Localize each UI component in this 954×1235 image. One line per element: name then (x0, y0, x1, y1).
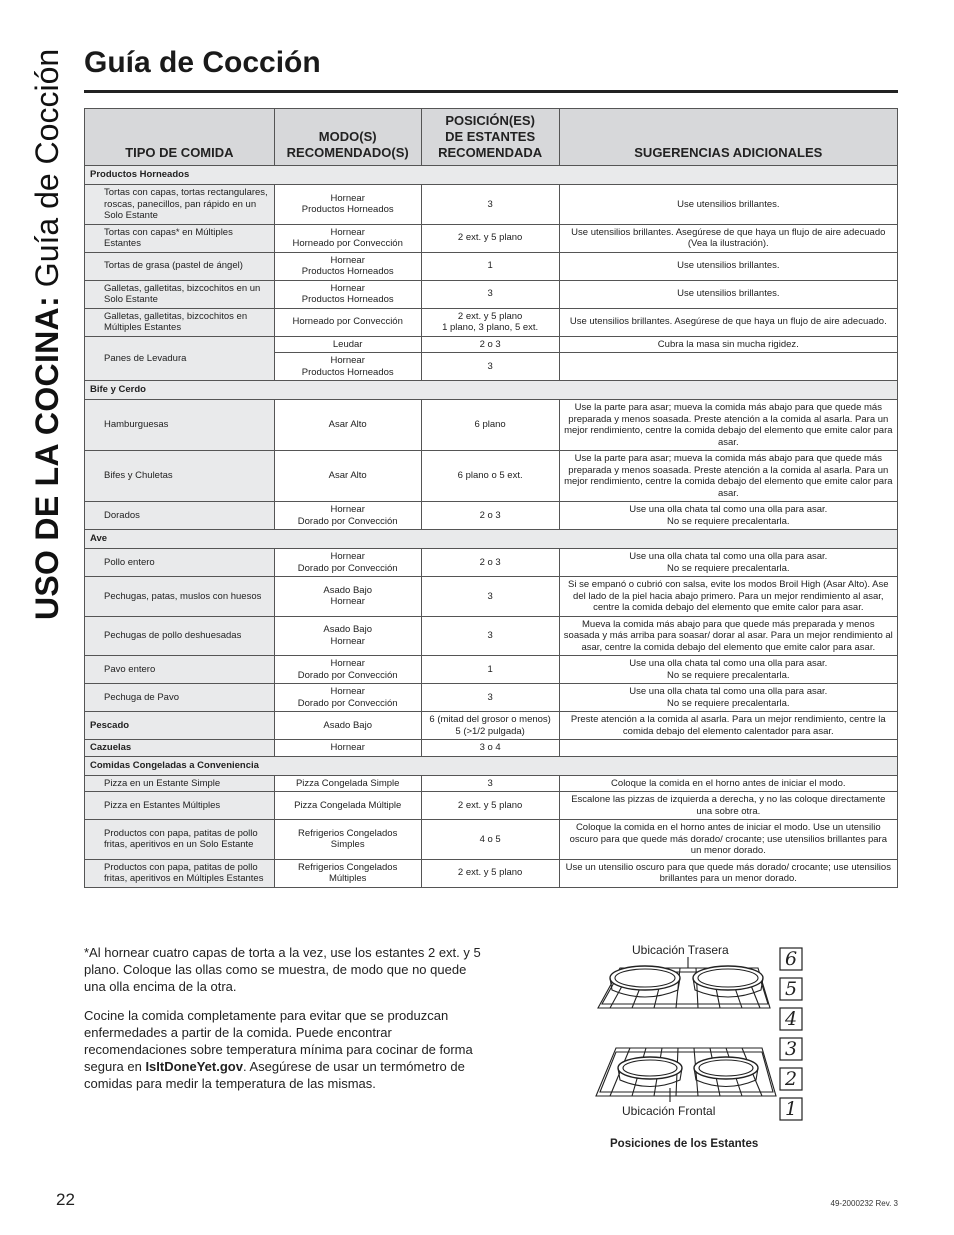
tips-cell: Use un utensilio oscuro para que quede más dorado/ crocante; use utensilios brillantes para un menor dorado. (559, 859, 897, 887)
tips-cell: Escalone las pizzas de izquierda a derecha, y no las coloque directamente una sobre otra. (559, 792, 897, 820)
rack-cell: 2 o 3 (421, 549, 559, 577)
mode-cell: Refrigerios Congelados Simples (274, 820, 421, 860)
table-row (85, 451, 898, 502)
rack-number: 1 (784, 1098, 798, 1120)
food-cell: Pechugas, patas, muslos con huesos (85, 577, 275, 617)
table-row (85, 740, 898, 757)
table-row (85, 577, 898, 617)
section-label: Comidas Congeladas a Conveniencia (85, 756, 898, 775)
rack-cell: 2 ext. y 5 plano (421, 859, 559, 887)
rack-number: 6 (784, 948, 798, 970)
section-row (85, 381, 898, 400)
food-cell: Bifes y Chuletas (85, 451, 275, 502)
section-row (85, 530, 898, 549)
tips-cell: Use la parte para asar; mueva la comida más abajo para que quede más preparada y menos soasada. Preste atención a la comida al asarla. Para un mejor rendimiento, centre la comida debajo del elemento que emite calor para asar. (559, 451, 897, 502)
mode-cell: Asar Alto (274, 400, 421, 451)
rack-cell: 6 plano (421, 400, 559, 451)
tips-cell: Use utensilios brillantes. (559, 185, 897, 225)
food-cell: Pizza en Estantes Múltiples (85, 792, 275, 820)
mode-cell: Hornear Productos Horneados (274, 280, 421, 308)
rack-cell: 3 o 4 (421, 740, 559, 757)
side-title-bold: USO DE LA COCINA: (29, 296, 65, 620)
rack-positions-diagram (590, 938, 805, 1160)
mode-cell: Hornear Dorado por Convección (274, 684, 421, 712)
rack-cell: 3 (421, 280, 559, 308)
footnote-text-start: Cocine la comida completamente para evitar que se produzcan enfermedades a partir de la comida. Puede encontrar recomendaciones sobre temperatura mínima para cocinar de forma segura en (84, 1008, 473, 1074)
footnote-food-safety (84, 1007, 484, 1092)
rack-number: 2 (784, 1068, 798, 1090)
food-cell: Productos con papa, patitas de pollo fritas, aperitivos en Múltiples Estantes (85, 859, 275, 887)
mode-cell: Horneado por Convección (274, 308, 421, 336)
table-row (85, 185, 898, 225)
mode-cell: Hornear Dorado por Convección (274, 502, 421, 530)
table-row (85, 859, 898, 887)
page-number: 22 (56, 1190, 75, 1209)
mode-cell: Hornear Productos Horneados (274, 185, 421, 225)
table-row (85, 252, 898, 280)
tips-cell: Si se empanó o cubrió con salsa, evite los modos Broil High (Asar Alto). Ase del lado de la piel hacia abajo primero. Para un mejor rendimiento al asar, centre la comida debajo del elemento que emite calor para asar. (559, 577, 897, 617)
rack-cell: 4 o 5 (421, 820, 559, 860)
document-code: 49-2000232 Rev. 3 (830, 1199, 898, 1208)
table-row (85, 820, 898, 860)
footnotes (84, 944, 484, 1104)
column-header: SUGERENCIAS ADICIONALES (559, 109, 897, 166)
mode-cell: Hornear Productos Horneados (274, 252, 421, 280)
food-cell: Pechuga de Pavo (85, 684, 275, 712)
column-header: MODO(S) RECOMENDADO(S) (274, 109, 421, 166)
food-cell: Cazuelas (85, 740, 275, 757)
food-cell: Pizza en un Estante Simple (85, 775, 275, 792)
rack-cell: 1 (421, 656, 559, 684)
tips-cell: Preste atención a la comida al asarla. Para un mejor rendimiento, centre la comida debajo del elemento calentador para asar. (559, 712, 897, 740)
rack-number: 5 (784, 978, 798, 1000)
food-cell: Tortas con capas, tortas rectangulares, roscas, panecillos, pan rápido en un Solo Estante (85, 185, 275, 225)
side-section-title (22, 40, 72, 620)
table-row (85, 308, 898, 336)
tips-cell: Coloque la comida en el horno antes de iniciar el modo. (559, 775, 897, 792)
tips-cell: Coloque la comida en el horno antes de iniciar el modo. Use un utensilio oscuro para que quede más dorado/ crocante; use utensilios brillantes para un menor dorado. (559, 820, 897, 860)
table-row (85, 224, 898, 252)
mode-cell: Hornear Horneado por Convección (274, 224, 421, 252)
table-body (85, 166, 898, 888)
column-header: POSICIÓN(ES) DE ESTANTES RECOMENDADA (421, 109, 559, 166)
tips-cell: Use utensilios brillantes. (559, 280, 897, 308)
table-row (85, 684, 898, 712)
food-cell: Tortas de grasa (pastel de ángel) (85, 252, 275, 280)
tips-cell: Use utensilios brillantes. Asegúrese de que haya un flujo de aire adecuado (Vea la ilustración). (559, 224, 897, 252)
rack-cell: 3 (421, 616, 559, 656)
mode-cell: Hornear Productos Horneados (274, 353, 421, 381)
rack-cell: 3 (421, 684, 559, 712)
table-row (85, 775, 898, 792)
food-cell: Tortas con capas* en Múltiples Estantes (85, 224, 275, 252)
food-cell: Pechugas de pollo deshuesadas (85, 616, 275, 656)
food-cell: Productos con papa, patitas de pollo fritas, aperitivos en un Solo Estante (85, 820, 275, 860)
tips-cell: Cubra la masa sin mucha rigidez. (559, 336, 897, 353)
table-row (85, 280, 898, 308)
table-row (85, 549, 898, 577)
tips-cell: Use una olla chata tal como una olla para asar. No se requiere precalentarla. (559, 656, 897, 684)
rack-cell: 6 (mitad del grosor o menos) 5 (>1/2 pulgada) (421, 712, 559, 740)
rack-cell: 3 (421, 775, 559, 792)
rear-location-label: Ubicación Trasera (632, 943, 729, 957)
section-label: Bife y Cerdo (85, 381, 898, 400)
table-row (85, 400, 898, 451)
mode-cell: Asar Alto (274, 451, 421, 502)
food-cell: Panes de Levadura (85, 336, 275, 381)
side-title-light: Guía de Cocción (29, 48, 65, 297)
mode-cell: Hornear Dorado por Convección (274, 656, 421, 684)
rack-cell: 3 (421, 577, 559, 617)
rack-cell: 2 ext. y 5 plano 1 plano, 3 plano, 5 ext. (421, 308, 559, 336)
page-title: Guía de Cocción (84, 46, 321, 79)
tips-cell: Use una olla chata tal como una olla para asar. No se requiere precalentarla. (559, 684, 897, 712)
rack-cell: 3 (421, 353, 559, 381)
section-label: Ave (85, 530, 898, 549)
table-row (85, 656, 898, 684)
food-cell: Pollo entero (85, 549, 275, 577)
section-label: Productos Horneados (85, 166, 898, 185)
mode-cell: Pizza Congelada Simple (274, 775, 421, 792)
tips-cell: Use la parte para asar; mueva la comida más abajo para que quede más preparada y menos soasada. Preste atención a la comida al asarla. Para un mejor rendimiento, centre la comida debajo del elemento que emite calor para asar. (559, 400, 897, 451)
tips-cell: Use utensilios brillantes. (559, 252, 897, 280)
table-row (85, 792, 898, 820)
tips-cell: Use utensilios brillantes. Asegúrese de que haya un flujo de aire adecuado. (559, 308, 897, 336)
footnote-text-end: . Asegúrese de usar un termómetro de comidas para medir la temperatura de las mismas. (84, 1059, 465, 1091)
rack-cell: 2 ext. y 5 plano (421, 792, 559, 820)
title-divider (84, 90, 898, 93)
footnote-four-layers: *Al hornear cuatro capas de torta a la vez, use los estantes 2 ext. y 5 plano. Coloque las ollas como se muestra, de modo que no quede una olla encima de la otra. (84, 945, 481, 994)
food-cell: Galletas, galletitas, bizcochitos en un Solo Estante (85, 280, 275, 308)
rack-diagram-caption: Posiciones de los Estantes (610, 1138, 759, 1150)
mode-cell: Hornear (274, 740, 421, 757)
food-cell: Dorados (85, 502, 275, 530)
cooking-guide-table (84, 108, 898, 888)
section-row (85, 166, 898, 185)
mode-cell: Asado Bajo Hornear (274, 577, 421, 617)
food-cell: Hamburguesas (85, 400, 275, 451)
table-row (85, 336, 898, 353)
tips-cell: Mueva la comida más abajo para que quede más preparada y menos soasada y más arriba para soasar/ dorar al asar. Para un mejor rendimiento al asar, centre la comida debajo del elemento que emite calor para asar. (559, 616, 897, 656)
mode-cell: Hornear Dorado por Convección (274, 549, 421, 577)
food-cell: Pavo entero (85, 656, 275, 684)
tips-cell: Use una olla chata tal como una olla para asar. No se requiere precalentarla. (559, 502, 897, 530)
mode-cell: Asado Bajo (274, 712, 421, 740)
table-row (85, 616, 898, 656)
food-safety-link: IsItDoneYet.gov (145, 1059, 243, 1074)
rack-number: 3 (784, 1038, 798, 1060)
mode-cell: Asado Bajo Hornear (274, 616, 421, 656)
rack-cell: 6 plano o 5 ext. (421, 451, 559, 502)
mode-cell: Leudar (274, 336, 421, 353)
mode-cell: Refrigerios Congelados Múltiples (274, 859, 421, 887)
front-location-label: Ubicación Frontal (622, 1104, 716, 1118)
column-header: TIPO DE COMIDA (85, 109, 275, 166)
rack-cell: 2 o 3 (421, 502, 559, 530)
tips-cell (559, 740, 897, 757)
tips-cell (559, 353, 897, 381)
food-cell: Pescado (85, 712, 275, 740)
rack-cell: 3 (421, 185, 559, 225)
oven-rack-illustration (590, 938, 805, 1160)
food-cell: Galletas, galletitas, bizcochitos en Múltiples Estantes (85, 308, 275, 336)
table-row (85, 502, 898, 530)
rack-cell: 2 o 3 (421, 336, 559, 353)
section-row (85, 756, 898, 775)
rack-number: 4 (784, 1008, 798, 1030)
table-header-row (85, 109, 898, 166)
tips-cell: Use una olla chata tal como una olla para asar. No se requiere precalentarla. (559, 549, 897, 577)
rack-cell: 1 (421, 252, 559, 280)
table-row (85, 712, 898, 740)
rack-cell: 2 ext. y 5 plano (421, 224, 559, 252)
mode-cell: Pizza Congelada Múltiple (274, 792, 421, 820)
